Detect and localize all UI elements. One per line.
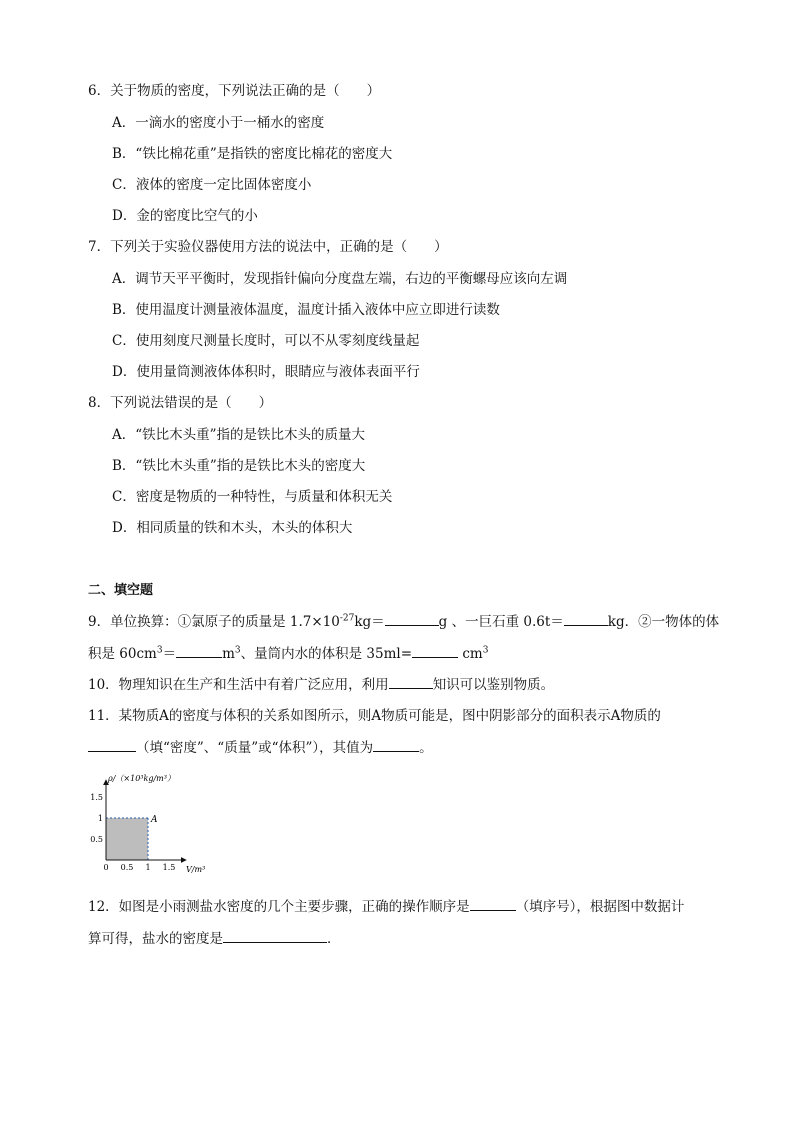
q11-text-part: （填“密度”、“质量”或“体积”），其值为 — [136, 740, 374, 756]
answer-blank[interactable] — [389, 676, 433, 689]
x-tick-label: 0.5 — [120, 863, 134, 872]
question-7-stem: 7．下列关于实验仪器使用方法的说法中，正确的是（ ） — [88, 239, 448, 255]
answer-blank[interactable] — [373, 739, 419, 752]
question-8-option-a: A．“铁比木头重”指的是铁比木头的质量大 — [112, 427, 366, 443]
answer-blank[interactable] — [470, 898, 516, 911]
question-9-line-2 — [88, 645, 488, 663]
q9-exponent: 3 — [156, 645, 163, 656]
density-volume-chart — [84, 768, 224, 880]
question-6-option-a: A．一滴水的密度小于一桶水的密度 — [112, 115, 325, 131]
question-6-option-c: C．液体的密度一定比固体密度小 — [112, 177, 312, 193]
series-label-a: A — [151, 815, 158, 825]
q9-text-part: ＝ — [162, 646, 177, 662]
section-heading-fill-in: 二、填空题 — [88, 583, 154, 598]
question-11-line-2 — [88, 739, 433, 757]
q9-text-part: cm — [458, 646, 483, 662]
question-10 — [88, 676, 554, 694]
x-tick-label: 1.5 — [162, 863, 176, 872]
question-12-line-2 — [88, 930, 341, 948]
question-7-option-d: D．使用量筒测液体体积时，眼睛应与液体表面平行 — [112, 364, 420, 380]
shaded-area — [106, 818, 148, 860]
question-8-option-b: B．“铁比木头重”指的是铁比木头的密度大 — [112, 458, 366, 474]
q9-text-part: g 、一巨石重 0.6t＝ — [438, 614, 564, 630]
q12-text-part: 算可得，盐水的密度是 — [88, 931, 223, 947]
x-axis-label: V/m³ — [186, 865, 206, 874]
answer-blank[interactable] — [385, 613, 439, 626]
answer-blank[interactable] — [176, 645, 222, 658]
question-8-option-c: C．密度是物质的一种特性，与质量和体积无关 — [112, 489, 393, 505]
question-7-option-b: B．使用温度计测量液体温度，温度计插入液体中应立即进行读数 — [112, 302, 500, 318]
question-9-line-1 — [88, 613, 719, 631]
q9-exponent: 3 — [234, 645, 241, 656]
question-8-stem: 8．下列说法错误的是（ ） — [88, 395, 273, 411]
q11-text-part: 。 — [419, 740, 433, 756]
q9-text-part: 9．单位换算：①氯原子的质量是 1.7×10 — [88, 614, 340, 630]
q12-text-part: （填序号），根据图中数据计 — [515, 899, 685, 915]
y-axis-label: ρ/（×10³kg/m³） — [108, 774, 175, 783]
q12-text-part: ． — [327, 931, 341, 947]
question-8-option-d: D．相同质量的铁和木头，木头的体积大 — [112, 520, 353, 536]
answer-blank[interactable] — [88, 739, 136, 752]
q12-text-part: 12．如图是小雨测盐水密度的几个主要步骤，正确的操作顺序是 — [88, 899, 470, 915]
y-tick-label: 1.5 — [90, 793, 103, 802]
question-6-stem: 6．关于物质的密度，下列说法正确的是（ ） — [88, 83, 381, 99]
q9-text-part: 、量筒内水的体积是 35ml= — [240, 646, 413, 662]
answer-blank[interactable] — [223, 930, 327, 943]
question-12-line-1 — [88, 898, 684, 916]
q10-text-part: 知识可以鉴别物质。 — [432, 677, 555, 693]
q9-exponent: -27 — [339, 613, 355, 624]
question-6-option-d: D．金的密度比空气的小 — [112, 208, 258, 224]
answer-blank[interactable] — [412, 645, 458, 658]
x-tick-label: 1 — [145, 863, 151, 872]
y-tick-label: 0.5 — [90, 835, 103, 844]
q9-text-part: m — [222, 646, 235, 662]
q9-text-part: kg＝ — [354, 614, 385, 630]
question-7-option-a: A．调节天平平衡时，发现指针偏向分度盘左端，右边的平衡螺母应该向左调 — [112, 271, 568, 287]
question-7-option-c: C．使用刻度尺测量长度时，可以不从零刻度线量起 — [112, 333, 420, 349]
answer-blank[interactable] — [564, 613, 608, 626]
question-11-line-1: 11．某物质A的密度与体积的关系如图所示，则A物质可能是，图中阴影部分的面积表示A物质的 — [88, 708, 661, 724]
q10-text-part: 10．物理知识在生产和生活中有着广泛应用，利用 — [88, 677, 389, 693]
q9-text-part: kg．②一物体的体 — [607, 614, 720, 630]
q9-text-part: 积是 60cm — [88, 646, 157, 662]
y-tick-label: 1 — [97, 814, 103, 823]
q9-exponent: 3 — [482, 645, 489, 656]
question-6-option-b: B．“铁比棉花重”是指铁的密度比棉花的密度大 — [112, 146, 393, 162]
x-tick-label: 0 — [103, 863, 109, 872]
